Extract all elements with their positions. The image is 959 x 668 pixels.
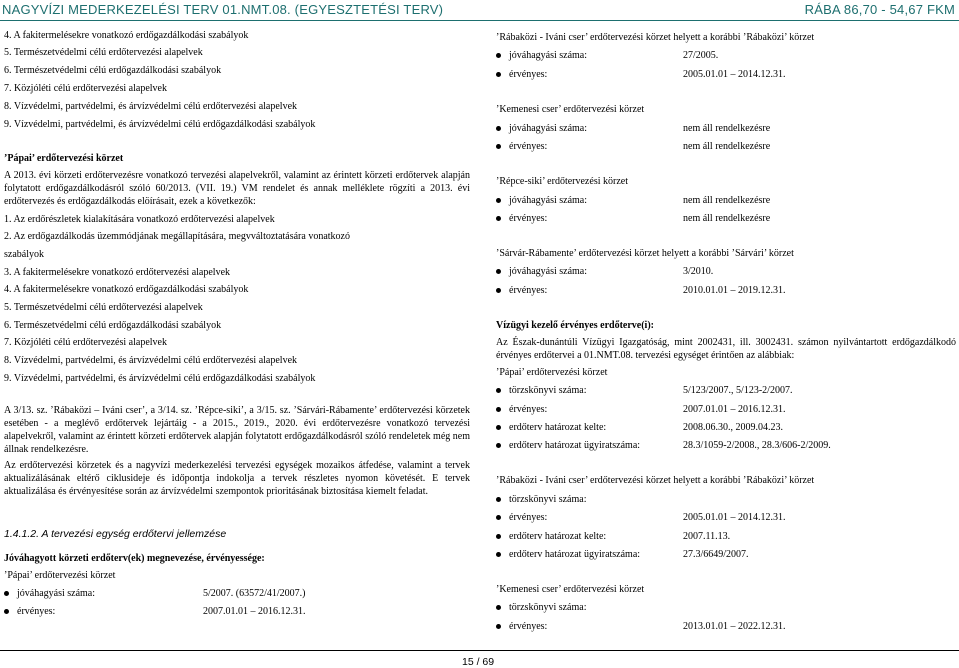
field-label: érvényes: <box>509 69 548 80</box>
field-value: 2007.11.13. <box>683 531 731 542</box>
bullet-icon <box>496 497 501 502</box>
section-heading: 1.4.1.2. A tervezési egység erdőtervi jellemzése <box>4 528 227 540</box>
field-value: 2008.06.30., 2009.04.23. <box>683 422 783 433</box>
field-label: érvényes: <box>509 512 548 523</box>
list-item: 7. Közjóléti célú erdőtervezési alapelvek <box>4 83 167 94</box>
field-label: jóváhagyási száma: <box>509 50 588 61</box>
field-value: nem áll rendelkezésre <box>683 213 771 224</box>
papai2-title: ’Pápai’ erdőtervezési körzet <box>496 367 608 378</box>
bullet-icon <box>496 288 501 293</box>
bullet-icon <box>496 552 501 557</box>
list-item: 6. Természetvédelmi célú erdőgazdálkodási szabályok <box>4 320 222 331</box>
field-label: jóváhagyási száma: <box>509 266 588 277</box>
field-value: nem áll rendelkezésre <box>683 123 771 134</box>
list-item: 4. A fakitermelésekre vonatkozó erdőgazdálkodási szabályok <box>4 30 249 41</box>
kemenesi2-title: ’Kemenesi cser’ erdőtervezési körzet <box>496 584 645 595</box>
list-item: 9. Vízvédelmi, partvédelmi, és árvízvédelmi célú erdőgazdálkodási szabályok <box>4 119 316 130</box>
field-value: 5/123/2007., 5/123-2/2007. <box>683 385 793 396</box>
bullet-icon <box>496 515 501 520</box>
field-label: érvényes: <box>509 285 548 296</box>
field-label: érvényes: <box>509 404 548 415</box>
bullet-icon <box>496 126 501 131</box>
field-value: 2007.01.01 – 2016.12.31. <box>203 606 306 617</box>
list-item: 5. Természetvédelmi célú erdőtervezési alapelvek <box>4 302 203 313</box>
papai-district-title: ’Pápai’ erdőtervezési körzet <box>4 153 124 164</box>
bullet-icon <box>496 269 501 274</box>
repce-title: ’Répce-siki’ erdőtervezési körzet <box>496 176 628 187</box>
vizugyi-title: Vízügyi kezelő érvényes erdőterve(i): <box>496 320 654 331</box>
field-label: törzskönyvi száma: <box>509 494 587 505</box>
page-header <box>0 0 959 21</box>
papai-subtitle: ’Pápai’ erdőtervezési körzet <box>4 570 116 581</box>
field-value: 5/2007. (63572/41/2007.) <box>203 588 306 599</box>
page-footer <box>0 650 959 668</box>
field-value: 2007.01.01 – 2016.12.31. <box>683 404 786 415</box>
bullet-icon <box>496 624 501 629</box>
paragraph-mosaic: Az erdőtervezési körzetek és a nagyvízi mederkezelési tervezési egységek mozaikos átfedése, valamint a tervek aktualizálásának eltérő ciklusideje és időpontja indokolja a tervek részletes nyomon követését. E tervek aktualizálása és érvényesítése során az árvízvédelmi szempontok prioritásának biztosítása kiemelt feladat. <box>4 460 470 497</box>
bullet-icon <box>496 216 501 221</box>
field-label: erdőterv határozat ügyiratszáma: <box>509 440 641 451</box>
bullet-icon <box>496 407 501 412</box>
field-label: érvényes: <box>509 141 548 152</box>
paragraph-other-districts: A 3/13. sz. ’Rábaközi – Iváni cser’, a 3/14. sz. ’Répce-siki’, a 3/15. sz. ’Sárvári-Rábamente’ erdőtervezési körzetek esetében - a meglévő erdőtervek lejártáig - a 2015., 2019., 2020. évi erdőtervezésre vonatkozó tervezési alapelvekről, valamint az érintett körzeti erdőtervek alapján folytatott erdőgazdálkodásról szóló rendeletek még nem állnak rendelkezésre. <box>4 405 470 455</box>
field-value: nem áll rendelkezésre <box>683 195 771 206</box>
list-item: 6. Természetvédelmi célú erdőgazdálkodási szabályok <box>4 65 222 76</box>
field-value: 28.3/1059-2/2008., 28.3/606-2/2009. <box>683 440 831 451</box>
sarvar-title: ’Sárvár-Rábamente’ erdőtervezési körzet helyett a korábbi ’Sárvári’ körzet <box>496 248 794 259</box>
list-item: 7. Közjóléti célú erdőtervezési alapelvek <box>4 337 167 348</box>
page-number: 15 / 69 <box>462 656 495 668</box>
bullet-icon <box>496 53 501 58</box>
bullet-icon <box>496 534 501 539</box>
field-value: 3/2010. <box>683 266 714 277</box>
bullet-icon <box>496 144 501 149</box>
kemenesi-title: ’Kemenesi cser’ erdőtervezési körzet <box>496 104 645 115</box>
rabakozi-title: ’Rábaközi - Iváni cser’ erdőtervezési körzet helyett a korábbi ’Rábaközi’ körzet <box>496 32 815 43</box>
bullet-icon <box>496 605 501 610</box>
field-label: jóváhagyási száma: <box>509 195 588 206</box>
field-value: 2010.01.01 – 2019.12.31. <box>683 285 786 296</box>
list-item: 5. Természetvédelmi célú erdőtervezési alapelvek <box>4 47 203 58</box>
field-label: jóváhagyási száma: <box>17 588 96 599</box>
list-item: 8. Vízvédelmi, partvédelmi, és árvízvédelmi célú erdőtervezési alapelvek <box>4 101 298 112</box>
bullet-icon <box>496 443 501 448</box>
list-item: szabályok <box>4 249 44 260</box>
vizugyi-paragraph: Az Észak-dunántúli Vízügyi Igazgatóság, mint 2002431, ill. 3002431. számon nyilvántartott erdőgazdálkodó érvényes erdőtervei a 01.NMT.08. tervezési egységet érintően az alábbiak: <box>496 337 956 361</box>
field-value: 2005.01.01 – 2014.12.31. <box>683 512 786 523</box>
list-item: 1. Az erdőrészletek kialakítására vonatkozó erdőtervezési alapelvek <box>4 214 275 225</box>
field-label: jóváhagyási száma: <box>509 123 588 134</box>
bullet-icon <box>496 72 501 77</box>
header-title: NAGYVÍZI MEDERKEZELÉSI TERV 01.NMT.08. (EGYESZTETÉSI TERV) <box>2 2 444 17</box>
field-label: erdőterv határozat ügyiratszáma: <box>509 549 641 560</box>
field-value: 27/2005. <box>683 50 719 61</box>
field-label: érvényes: <box>509 213 548 224</box>
bullet-icon <box>4 591 9 596</box>
field-label: törzskönyvi száma: <box>509 602 587 613</box>
papai-paragraph: A 2013. évi körzeti erdőtervezésre vonatkozó tervezési alapelvekről, valamint az érintett körzeti erdőtervek alapján folytatott erdőgazdálkodásról szóló 60/2013. (VII. 19.) VM rendelet és annak melléklete rögzíti a 2013. évi erdőtervezés és erdőgazdálkodás elöírásait, ezek a következők: <box>4 170 470 207</box>
field-value: nem áll rendelkezésre <box>683 141 771 152</box>
list-item: 2. Az erdőgazdálkodás üzemmódjának megállapítására, megvváltoztatására vonatkozó <box>4 231 350 242</box>
header-section: RÁBA 86,70 - 54,67 FKM <box>804 2 955 17</box>
bullet-icon <box>496 198 501 203</box>
field-label: erdőterv határozat kelte: <box>509 422 607 433</box>
field-label: érvényes: <box>17 606 56 617</box>
field-label: törzskönyvi száma: <box>509 385 587 396</box>
bullet-icon <box>496 388 501 393</box>
list-item: 9. Vízvédelmi, partvédelmi, és árvízvédelmi célú erdőgazdálkodási szabályok <box>4 373 316 384</box>
field-value: 27.3/6649/2007. <box>683 549 749 560</box>
field-value: 2005.01.01 – 2014.12.31. <box>683 69 786 80</box>
rabakozi2-title: ’Rábaközi - Iváni cser’ erdőtervezési körzet helyett a korábbi ’Rábaközi’ körzet <box>496 475 815 486</box>
field-label: érvényes: <box>509 621 548 632</box>
bullet-icon <box>4 609 9 614</box>
list-item: 3. A fakitermelésekre vonatkozó erdőtervezési alapelvek <box>4 267 231 278</box>
bullet-icon <box>496 425 501 430</box>
field-value: 2013.01.01 – 2022.12.31. <box>683 621 786 632</box>
list-item: 8. Vízvédelmi, partvédelmi, és árvízvédelmi célú erdőtervezési alapelvek <box>4 355 298 366</box>
approved-plans-title: Jóváhagyott körzeti erdőterv(ek) megnevezése, érvényessége: <box>4 553 265 564</box>
list-item: 4. A fakitermelésekre vonatkozó erdőgazdálkodási szabályok <box>4 284 249 295</box>
field-label: erdőterv határozat kelte: <box>509 531 607 542</box>
